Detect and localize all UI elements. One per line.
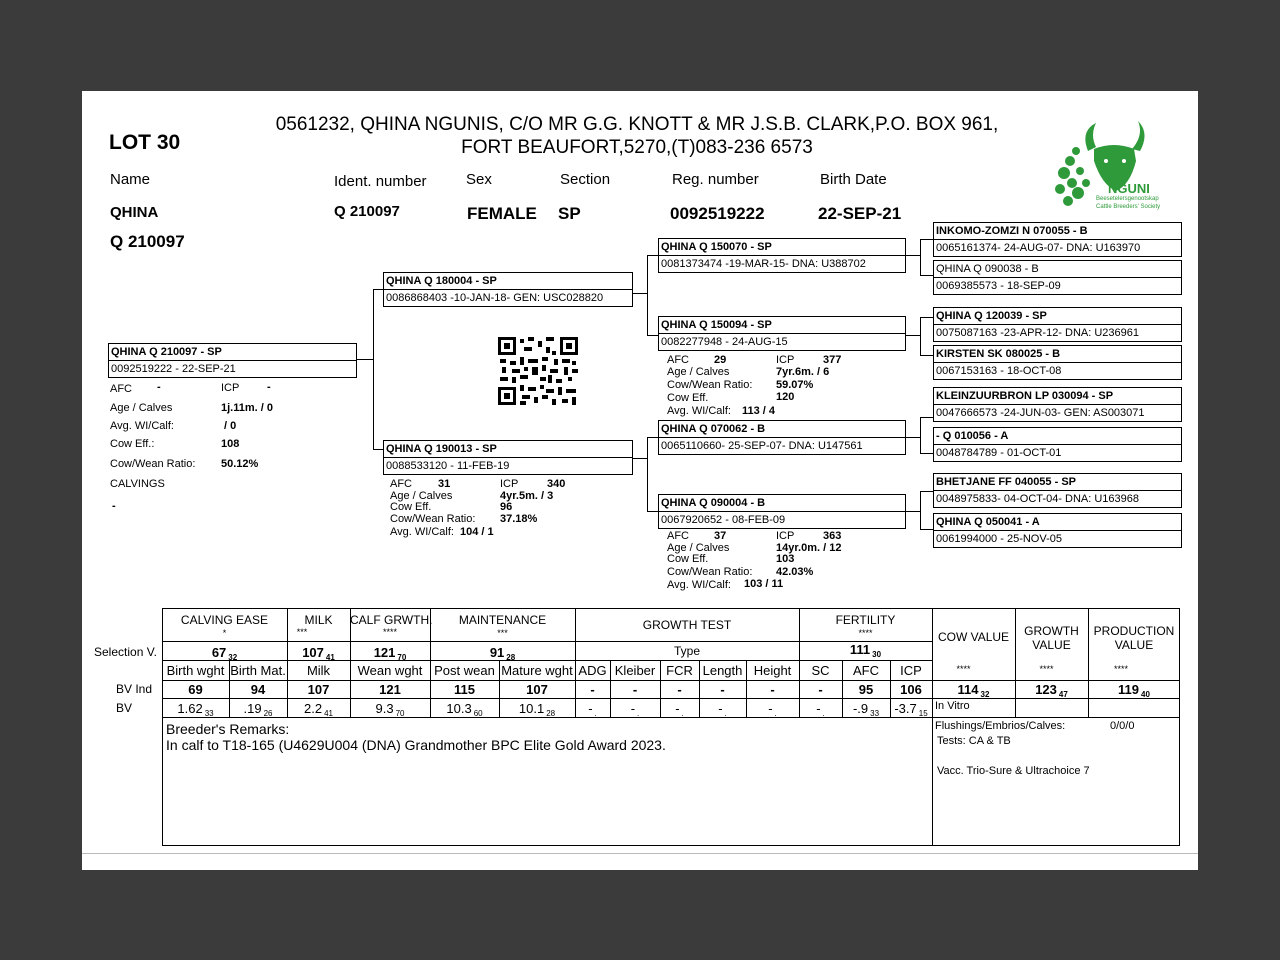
gen3-title: KLEINZUURBRON LP 030094 - SP <box>936 390 1114 402</box>
sire-box <box>383 272 633 307</box>
sd-avgwi-label: Avg. WI/Calf: <box>667 405 731 417</box>
tests-text: Tests: CA & TB <box>937 735 1011 747</box>
dam-cowwean-value: 37.18% <box>500 513 538 525</box>
dam-age-label: Age / Calves <box>390 490 453 502</box>
bv-cell: -3.7 $_{15}$ <box>894 701 928 718</box>
calving-stars: * <box>222 628 227 638</box>
sire-sire-box <box>658 238 906 273</box>
bv-column-header: FCR <box>666 663 693 678</box>
dd-afc-label: AFC <box>667 530 689 542</box>
dam-icp-label: ICP <box>500 478 519 490</box>
bv-cell: - $_.$ <box>675 701 684 718</box>
dd-icp-label: ICP <box>776 530 795 542</box>
gen3-box-8 <box>933 513 1182 548</box>
bv-index-cell: - <box>720 682 725 697</box>
bv-index-cell: 106 <box>900 682 922 697</box>
dam-box <box>383 440 633 475</box>
vacc-text: Vacc. Trio-Sure & Ultrachoice 7 <box>937 765 1090 777</box>
sd-coweff-value: 120 <box>776 391 795 403</box>
bv-column-header: Height <box>753 663 792 678</box>
sire-dam-title: QHINA Q 150094 - SP <box>661 319 772 331</box>
animal-reg: 0092519222 <box>670 204 765 223</box>
gen3-box-3 <box>933 307 1182 342</box>
header-fertility: FERTILITY <box>835 613 896 627</box>
gen3-title: KIRSTEN SK 080025 - B <box>936 348 1061 360</box>
gen3-line: 0061994000 - 25-NOV-05 <box>936 533 1062 545</box>
header-cow-value: COW VALUE <box>937 630 1010 644</box>
dd-coweff-value: 103 <box>776 553 795 565</box>
dam-icp-value: 340 <box>547 478 566 490</box>
dam-cowwean-label: Cow/Wean Ratio: <box>390 513 476 525</box>
flushings-value: 0/0/0 <box>1110 720 1135 732</box>
header-maintenance: MAINTENANCE <box>458 613 547 627</box>
logo-sub1: Beesetelersgenootskap <box>1096 196 1159 202</box>
sd-cowwean-label: Cow/Wean Ratio: <box>667 379 753 391</box>
subject-calvings-label: CALVINGS <box>110 478 165 490</box>
dam-age-value: 4yr.5m. / 3 <box>500 490 554 502</box>
bv-column-header: AFC <box>853 663 879 678</box>
dd-avgwi-value: 103 / 11 <box>744 578 784 590</box>
dd-icp-value: 363 <box>823 530 842 542</box>
animal-section: SP <box>558 204 581 223</box>
pedigree-certificate <box>82 91 1198 870</box>
qr-code <box>498 337 578 405</box>
dam-sire-line: 0065110660- 25-SEP-07- DNA: U147561 <box>661 440 863 452</box>
sd-age-value: 7yr.6m. / 6 <box>776 366 830 378</box>
subject-avgwi-label: Avg. WI/Calf: <box>110 420 174 432</box>
animal-ident-large: Q 210097 <box>110 232 185 251</box>
sel-milk: 107 $_{41}$ <box>302 645 335 662</box>
sd-afc-value: 29 <box>714 354 727 366</box>
label-birth: Birth Date <box>820 171 887 188</box>
bv-cell: - $_.$ <box>630 701 640 718</box>
dd-avgwi-label: Avg. WI/Calf: <box>667 579 731 591</box>
milk-stars: *** <box>296 627 308 637</box>
bv-cell: - $_.$ <box>588 701 597 718</box>
gen3-box-2 <box>933 260 1182 295</box>
bv-column-header: Length <box>702 663 743 678</box>
remarks-text: In calf to T18-165 (U4629U004 (DNA) Grandmother BPC Elite Gold Award 2023. <box>166 737 666 753</box>
subject-cowwean-value: 50.12% <box>221 458 259 470</box>
bv-index-cell: - <box>677 682 682 697</box>
header-milk: MILK <box>304 613 333 627</box>
gen3-title: QHINA Q 090038 - B <box>936 263 1039 275</box>
animal-name: QHINA <box>110 204 159 221</box>
bv-column-header: Milk <box>306 663 331 678</box>
bv-column-header: Mature wght <box>501 663 573 678</box>
sd-afc-label: AFC <box>667 354 689 366</box>
header-growth-test: GROWTH TEST <box>642 618 732 632</box>
dd-cowwean-value: 42.03% <box>776 566 814 578</box>
subject-age-label: Age / Calves <box>110 402 173 414</box>
label-section: Section <box>560 171 611 188</box>
dd-age-value: 14yr.0m. / 12 <box>776 542 842 554</box>
dd-coweff-label: Cow Eff. <box>667 553 709 565</box>
header-calving-ease: CALVING EASE <box>180 613 269 627</box>
row-label-bv: BV <box>116 701 133 715</box>
bv-column-header: Birth wght <box>166 663 225 678</box>
growth-test-type: Type <box>673 644 700 658</box>
bv-index-cell: - <box>590 682 595 697</box>
sd-icp-label: ICP <box>776 354 795 366</box>
gen3-title: QHINA Q 120039 - SP <box>936 310 1047 322</box>
bv-cell: .19 $_{26}$ <box>243 701 273 718</box>
bv-index-cell: 115 <box>454 682 475 697</box>
lot-number: LOT 30 <box>109 131 181 154</box>
subject-box <box>108 343 357 378</box>
sd-coweff-label: Cow Eff. <box>667 392 709 404</box>
subject-age-value: 1j.11m. / 0 <box>221 402 273 414</box>
bv-column-header: Kleiber <box>614 663 656 678</box>
in-vitro-label: In Vitro <box>935 700 970 712</box>
gen3-box-1 <box>933 222 1182 257</box>
row-label-bvind: BV Ind <box>116 682 153 696</box>
gen3-box-5 <box>933 387 1182 422</box>
flushings-label: Flushings/Embrios/Calves: <box>935 720 1066 732</box>
gen3-line: 0047666573 -24-JUN-03- GEN: AS003071 <box>936 407 1145 419</box>
dam-sire-box <box>658 420 906 455</box>
sire-dam-box <box>658 316 906 351</box>
sel-calving: 67 $_{32}$ <box>211 645 238 662</box>
bv-index-cell: 121 <box>379 682 401 697</box>
bv-cell: - $_.$ <box>718 701 727 718</box>
bv-index-cell: 95 <box>858 682 874 697</box>
dam-coweff-value: 96 <box>500 501 513 513</box>
animal-birth: 22-SEP-21 <box>818 204 902 223</box>
dam-afc-label: AFC <box>390 478 412 490</box>
label-reg: Reg. number <box>672 171 759 188</box>
qr-code-icon <box>498 337 578 405</box>
bv-index-cell: 94 <box>250 682 266 697</box>
subject-icp-value: - <box>267 381 271 393</box>
gen3-box-6 <box>933 427 1182 462</box>
cow-value: 114 $_{32}$ <box>957 682 990 699</box>
bv-index-cell: 107 <box>526 682 548 697</box>
bv-cell: 2.2 $_{41}$ <box>304 701 333 718</box>
bv-column-header: Birth Mat. <box>230 663 286 678</box>
dd-age-label: Age / Calves <box>667 542 730 554</box>
bv-index-cell: 107 <box>307 682 330 697</box>
prod-value-stars: **** <box>1113 664 1128 674</box>
logo-sub2: Cattle Breeders' Society <box>1096 204 1161 210</box>
bv-cell: -.9 $_{33}$ <box>852 701 880 718</box>
calf-stars: **** <box>382 627 397 637</box>
logo-name: NGUNI <box>1108 181 1150 196</box>
dd-afc-value: 37 <box>714 530 727 542</box>
dam-line: 0088533120 - 11-FEB-19 <box>386 460 510 472</box>
bv-cell: - $_.$ <box>768 701 777 718</box>
subject-avgwi-value: / 0 <box>221 420 237 432</box>
bv-cell: 9.3 $_{70}$ <box>375 701 405 718</box>
dd-cowwean-label: Cow/Wean Ratio: <box>667 566 753 578</box>
header-growth-value-1: GROWTH <box>1024 624 1079 638</box>
bv-cell: 1.62 $_{33}$ <box>177 701 214 718</box>
sire-dam-line: 0082277948 - 24-AUG-15 <box>661 336 788 348</box>
subject-afc-label: AFC <box>110 383 132 395</box>
sd-cowwean-value: 59.07% <box>776 379 814 391</box>
bv-column-header: SC <box>811 663 830 678</box>
label-sex: Sex <box>466 171 492 188</box>
gen3-line: 0075087163 -23-APR-12- DNA: U236961 <box>936 327 1140 339</box>
dam-sire-title: QHINA Q 070062 - B <box>661 423 766 435</box>
bv-index-cell: 69 <box>188 682 203 697</box>
subject-coweff-label: Cow Eff.: <box>110 438 155 450</box>
maint-stars: *** <box>497 628 508 638</box>
bv-cell: 10.3 $_{60}$ <box>446 701 483 718</box>
header-production-value-2: VALUE <box>1114 638 1154 652</box>
subject-line: 0092519222 - 22-SEP-21 <box>111 363 236 375</box>
animal-sex: FEMALE <box>467 204 537 223</box>
bv-column-header: ICP <box>900 663 922 678</box>
dam-afc-value: 31 <box>438 478 451 490</box>
fert-stars: **** <box>858 628 873 638</box>
sire-sire-line: 0081373474 -19-MAR-15- DNA: U388702 <box>661 258 866 270</box>
growth-value-stars: **** <box>1039 664 1054 674</box>
bv-column-header: Post wean <box>434 663 495 678</box>
gen3-title: - Q 010056 - A <box>936 430 1009 442</box>
label-name: Name <box>110 171 151 188</box>
dam-title: QHINA Q 190013 - SP <box>386 443 497 455</box>
subject-icp-label: ICP <box>221 382 240 394</box>
bv-cell: - $_.$ <box>816 701 825 718</box>
gen3-line: 0065161374- 24-AUG-07- DNA: U163970 <box>936 242 1141 254</box>
header-growth-value-2: VALUE <box>1032 638 1071 652</box>
gen3-title: QHINA Q 050041 - A <box>936 516 1040 528</box>
animal-ident: Q 210097 <box>334 203 400 220</box>
sd-avgwi-value: 113 / 4 <box>742 405 776 417</box>
gen3-box-4 <box>933 345 1182 380</box>
bv-index-cell: - <box>632 682 638 697</box>
bv-cell: 10.1 $_{28}$ <box>518 701 556 718</box>
dam-dam-box <box>658 494 906 529</box>
subject-afc-value: - <box>157 381 161 393</box>
sire-title: QHINA Q 180004 - SP <box>386 275 497 287</box>
sd-age-label: Age / Calves <box>667 366 730 378</box>
gen3-box-7 <box>933 473 1182 508</box>
subject-cowwean-label: Cow/Wean Ratio: <box>110 458 196 470</box>
gen3-title: BHETJANE FF 040055 - SP <box>936 476 1076 488</box>
sire-line: 0086868403 -10-JAN-18- GEN: USC028820 <box>386 292 604 304</box>
sel-maint: 91 $_{28}$ <box>489 645 516 662</box>
gen3-line: 0067153163 - 18-OCT-08 <box>936 365 1062 377</box>
growth-value: 123 $_{47}$ <box>1035 682 1068 699</box>
label-ident: Ident. number <box>334 173 427 190</box>
subject-coweff-value: 108 <box>221 438 240 450</box>
header-calf-growth: CALF GRWTH. <box>350 613 433 627</box>
subject-title: QHINA Q 210097 - SP <box>111 346 222 358</box>
bv-column-header: ADG <box>578 663 607 678</box>
dam-avgwi-value: 104 / 1 <box>460 526 494 538</box>
gen3-line: 0048784789 - 01-OCT-01 <box>936 447 1062 459</box>
dam-dam-title: QHINA Q 090004 - B <box>661 497 766 509</box>
row-label-selection: Selection V. <box>94 645 157 659</box>
sire-sire-title: QHINA Q 150070 - SP <box>661 241 772 253</box>
sel-fert: 111 $_{30}$ <box>849 642 882 659</box>
cow-value-stars: **** <box>956 664 971 674</box>
remarks-title: Breeder's Remarks: <box>166 721 290 737</box>
header-production-value-1: PRODUCTION <box>1093 624 1175 638</box>
dam-dam-line: 0067920652 - 08-FEB-09 <box>661 514 786 526</box>
bv-index-cell: - <box>770 682 775 697</box>
bv-column-header: Wean wght <box>357 663 423 678</box>
gen3-line: 0069385573 - 18-SEP-09 <box>936 280 1061 292</box>
nguni-logo <box>1050 121 1180 213</box>
production-value: 119 $_{40}$ <box>1118 682 1150 699</box>
subject-calvings-value: - <box>112 500 116 512</box>
breeder-address-line1: 0561232, QHINA NGUNIS, C/O MR G.G. KNOTT & MR J.S.B. CLARK,P.O. BOX 961, <box>275 114 999 135</box>
sd-icp-value: 377 <box>823 354 842 366</box>
dam-avgwi-label: Avg. WI/Calf: <box>390 526 454 538</box>
gen3-title: INKOMO-ZOMZI N 070055 - B <box>936 225 1088 237</box>
breeder-address-line2: FORT BEAUFORT,5270,(T)083-236 6573 <box>461 137 813 158</box>
sel-calf: 121 $_{70}$ <box>373 645 407 662</box>
dam-coweff-label: Cow Eff. <box>390 501 432 513</box>
bv-index-cell: - <box>818 682 823 697</box>
gen3-line: 0048975833- 04-OCT-04- DNA: U163968 <box>936 493 1140 505</box>
